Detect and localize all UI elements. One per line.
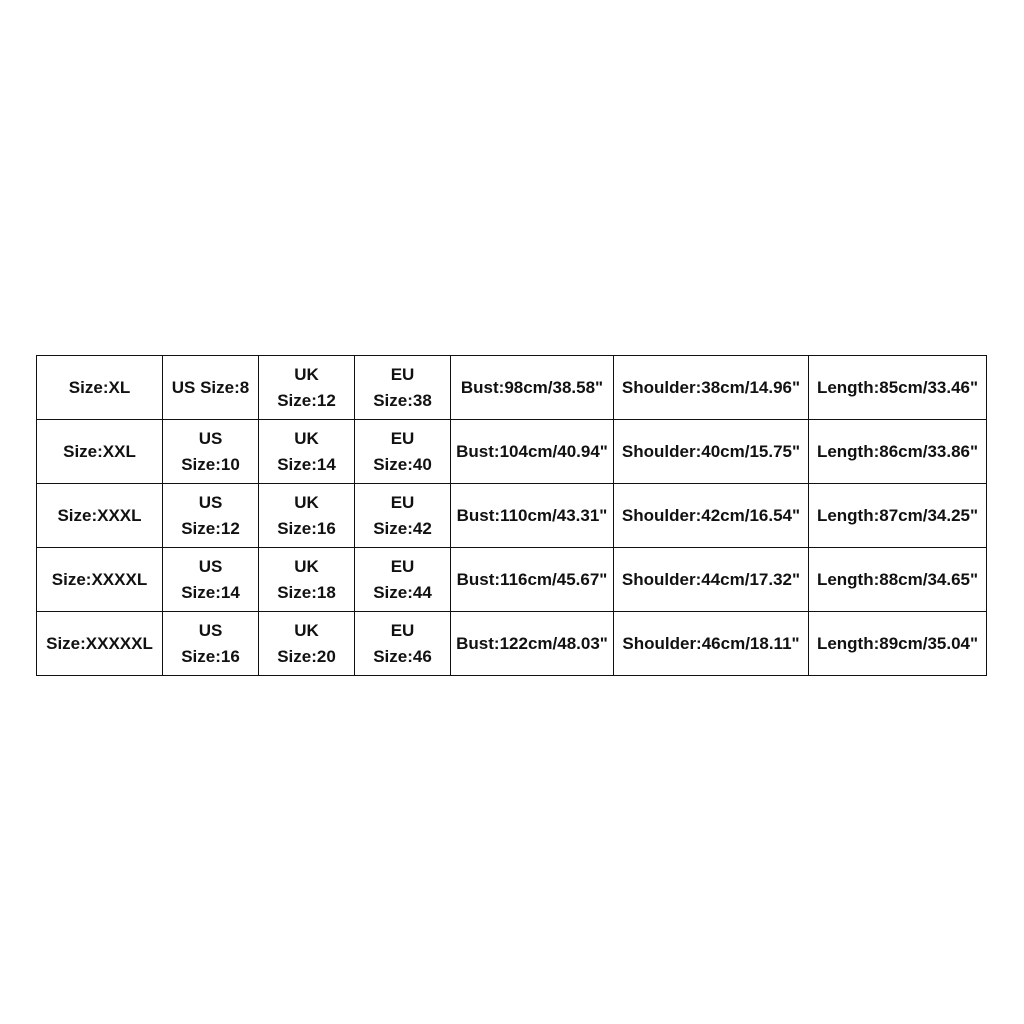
us-size-cell: US Size:14 xyxy=(163,548,259,612)
size-cell: Size:XXXL xyxy=(37,484,163,548)
shoulder-cell: Shoulder:38cm/14.96" xyxy=(614,356,809,420)
length-cell: Length:87cm/34.25" xyxy=(809,484,987,548)
table-row xyxy=(37,612,987,676)
size-chart-table xyxy=(36,355,987,676)
length-cell: Length:88cm/34.65" xyxy=(809,548,987,612)
us-size-cell: US Size:8 xyxy=(163,356,259,420)
table-row xyxy=(37,420,987,484)
eu-size-cell: EU Size:44 xyxy=(355,548,451,612)
shoulder-cell: Shoulder:46cm/18.11" xyxy=(614,612,809,676)
us-size-cell: US Size:10 xyxy=(163,420,259,484)
uk-size-cell: UK Size:18 xyxy=(259,548,355,612)
uk-size-cell: UK Size:20 xyxy=(259,612,355,676)
uk-size-cell: UK Size:16 xyxy=(259,484,355,548)
length-cell: Length:85cm/33.46" xyxy=(809,356,987,420)
us-size-cell: US Size:12 xyxy=(163,484,259,548)
bust-cell: Bust:122cm/48.03" xyxy=(451,612,614,676)
table-row xyxy=(37,484,987,548)
size-cell: Size:XXXXXL xyxy=(37,612,163,676)
bust-cell: Bust:98cm/38.58" xyxy=(451,356,614,420)
bust-cell: Bust:104cm/40.94" xyxy=(451,420,614,484)
size-cell: Size:XL xyxy=(37,356,163,420)
uk-size-cell: UK Size:14 xyxy=(259,420,355,484)
length-cell: Length:89cm/35.04" xyxy=(809,612,987,676)
bust-cell: Bust:110cm/43.31" xyxy=(451,484,614,548)
size-cell: Size:XXL xyxy=(37,420,163,484)
us-size-cell: US Size:16 xyxy=(163,612,259,676)
shoulder-cell: Shoulder:44cm/17.32" xyxy=(614,548,809,612)
eu-size-cell: EU Size:38 xyxy=(355,356,451,420)
shoulder-cell: Shoulder:42cm/16.54" xyxy=(614,484,809,548)
eu-size-cell: EU Size:42 xyxy=(355,484,451,548)
uk-size-cell: UK Size:12 xyxy=(259,356,355,420)
table-row xyxy=(37,356,987,420)
eu-size-cell: EU Size:40 xyxy=(355,420,451,484)
eu-size-cell: EU Size:46 xyxy=(355,612,451,676)
bust-cell: Bust:116cm/45.67" xyxy=(451,548,614,612)
length-cell: Length:86cm/33.86" xyxy=(809,420,987,484)
size-cell: Size:XXXXL xyxy=(37,548,163,612)
table-row xyxy=(37,548,987,612)
shoulder-cell: Shoulder:40cm/15.75" xyxy=(614,420,809,484)
